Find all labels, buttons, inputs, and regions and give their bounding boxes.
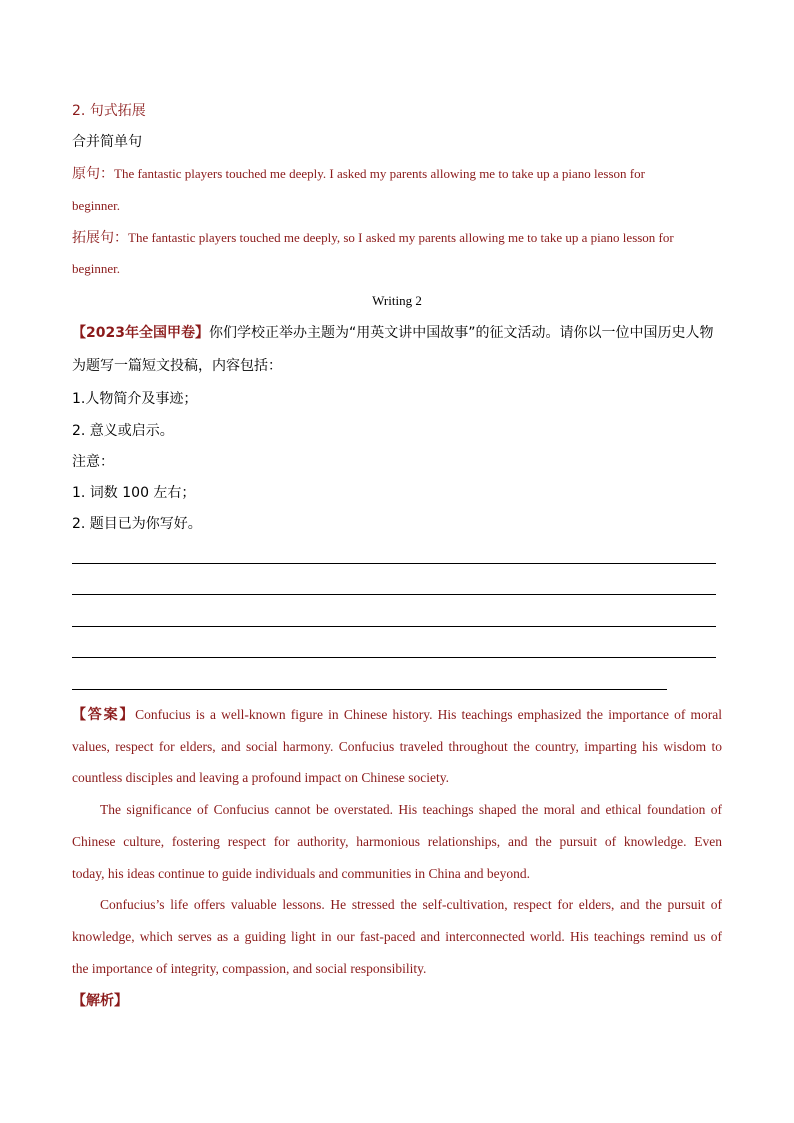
prompt-item-2: 2. 意义或启示。 — [72, 423, 174, 439]
note-item-2: 2. 题目已为你写好。 — [72, 516, 202, 532]
expanded-label: 拓展句： — [72, 230, 128, 246]
note-label: 注意： — [72, 454, 114, 470]
writing-prompt-line1 — [72, 323, 722, 343]
original-label: 原句： — [72, 166, 114, 182]
expanded-text-line2: beginner. — [72, 261, 121, 276]
answer-p3-line3: the importance of integrity, compassion, and social responsibility. — [72, 961, 427, 976]
prompt-text-line1: 你们学校正举办主题为“用英文讲中国故事”的征文活动。请你以一位中国历史人物 — [208, 325, 714, 341]
analysis-tag: 【解析】 — [72, 993, 128, 1009]
answer-p1-text-line1: Confucius is a well-known figure in Chinese history. His teachings emphasized the importance of moral — [135, 707, 722, 722]
answer-p3-line2: knowledge, which serves as a guiding light in our fast-paced and interconnected world. His teachings remind us of — [72, 929, 722, 944]
answer-p2-line1: The significance of Confucius cannot be overstated. His teachings shaped the moral and ethical foundation of — [100, 802, 722, 817]
writing-prompt-line2: 为题写一篇短文投稿，内容包括： — [72, 358, 282, 374]
section-heading: 2. 句式拓展 — [72, 103, 146, 119]
answer-p2-line2: Chinese culture, fostering respect for authority, harmonious relationships, and the pursuit of knowledge. Even — [72, 834, 722, 849]
note-item-1: 1. 词数 100 左右； — [72, 485, 196, 501]
original-text-line1: The fantastic players touched me deeply. I asked my parents allowing me to take up a piano lesson for — [114, 166, 645, 181]
writing-line-3 — [72, 626, 716, 627]
writing-title: Writing 2 — [372, 293, 422, 308]
expanded-sentence-line1 — [72, 228, 722, 249]
prompt-item-1: 1.人物简介及事迹； — [72, 391, 198, 407]
answer-p2-line3: today, his ideas continue to guide individuals and communities in China and beyond. — [72, 866, 531, 881]
answer-p1-line1 — [72, 705, 722, 725]
answer-p1-line3: countless disciples and leaving a profound impact on Chinese society. — [72, 770, 450, 785]
writing-line-2 — [72, 594, 716, 595]
answer-tag: 【答案】 — [72, 707, 136, 723]
writing-line-1 — [72, 563, 716, 564]
source-tag: 【2023年全国甲卷】 — [72, 325, 209, 341]
expanded-text-line1: The fantastic players touched me deeply, so I asked my parents allowing me to take up a piano lesson for — [128, 230, 674, 245]
original-text-line2: beginner. — [72, 198, 121, 213]
section-subheading: 合并简单句 — [72, 134, 142, 150]
answer-p3-line1: Confucius’s life offers valuable lessons. He stressed the self-cultivation, respect for elders, and the pursuit of — [100, 897, 722, 912]
writing-line-5 — [72, 689, 667, 690]
answer-p1-line2: values, respect for elders, and social harmony. Confucius traveled throughout the country, imparting his wisdom to — [72, 739, 722, 754]
original-sentence-line1 — [72, 164, 722, 185]
writing-line-4 — [72, 657, 716, 658]
